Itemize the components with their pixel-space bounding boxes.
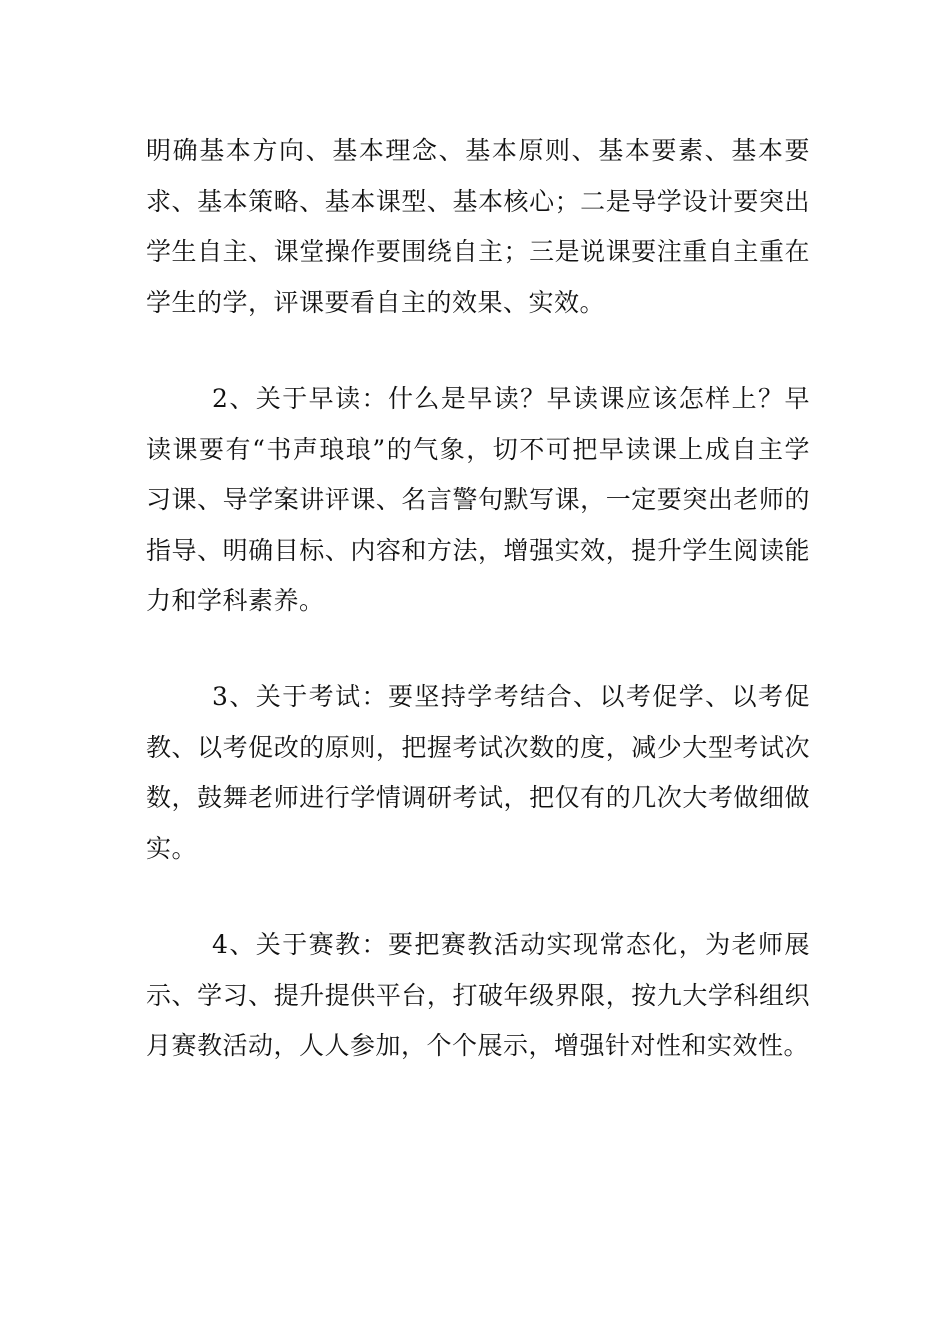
paragraph-exams: 3、关于考试：要坚持学考结合、以考促学、以考促教、以考促改的原则，把握考试次数的度，减少大型考试次数，鼓舞老师进行学情调研考试，把仅有的几次大考做细做实。 <box>146 682 810 863</box>
paragraph-basic-direction: 明确基本方向、基本理念、基本原则、基本要素、基本要求、基本策略、基本课型、基本核心；二是导学设计要突出学生自主、课堂操作要围绕自主；三是说课要注重自主重在学生的学，评课要看自主的效果、实效。 <box>146 136 810 317</box>
paragraph-morning-reading: 2、关于早读：什么是早读？早读课应该怎样上？早读课要有“书声琅琅”的气象，切不可把早读课上成自主学习课、导学案讲评课、名言警句默写课，一定要突出老师的指导、明确目标、内容和方法，增强实效，提升学生阅读能力和学科素养。 <box>146 384 810 615</box>
paragraph-teaching-competition: 4、关于赛教：要把赛教活动实现常态化，为老师展示、学习、提升提供平台，打破年级界限，按九大学科组织月赛教活动，人人参加，个个展示，增强针对性和实效性。 <box>146 930 810 1060</box>
